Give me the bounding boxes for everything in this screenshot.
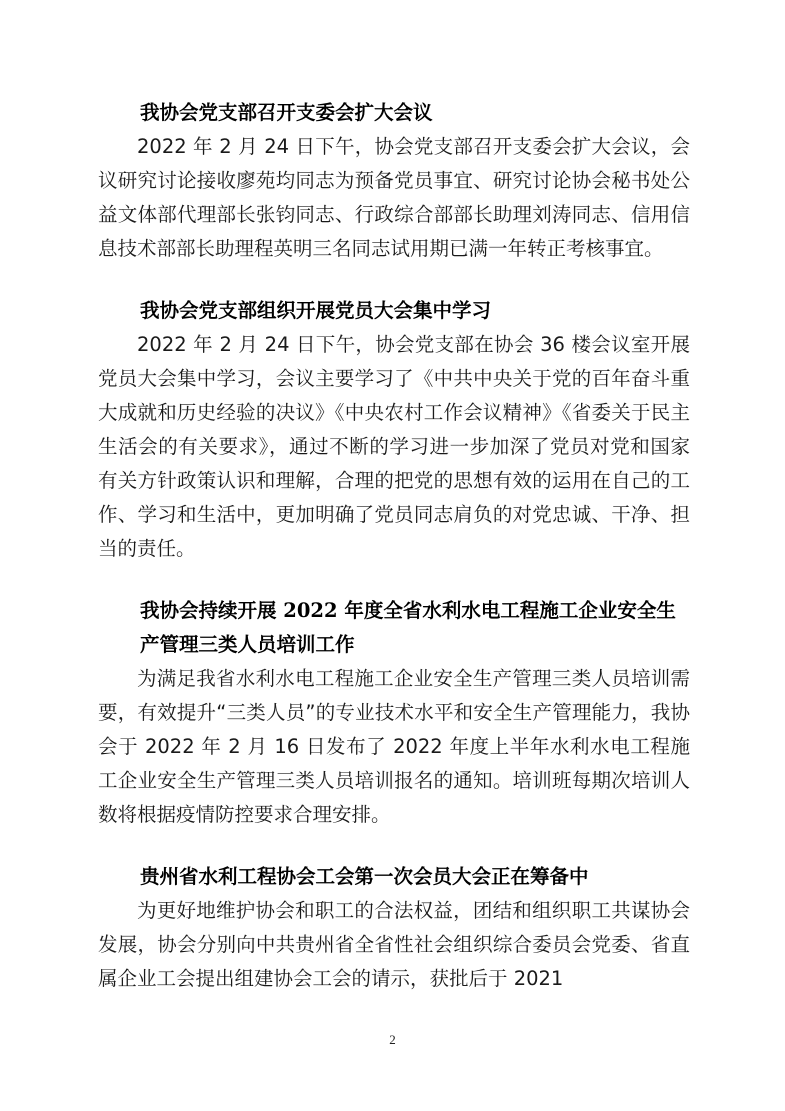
news-item [98,294,690,566]
news-body: 2022 年 2 月 24 日下午，协会党支部召开支委会扩大会议，会议研究讨论接收廖苑均同志为预备党员事宜、研究讨论协会秘书处公益文体部代理部长张钧同志、行政综合部部长助理刘涛同志、信用信息技术部部长助理程英明三名同志试用期已满一年转正考核事宜。 [98,135,690,260]
news-body: 2022 年 2 月 24 日下午，协会党支部在协会 36 楼会议室开展党员大会集中学习，会议主要学习了《中共中央关于党的百年奋斗重大成就和历史经验的决议》《中央农村工作会议精神》《省委关于民主生活会的有关要求》，通过不断的学习进一步加深了党员对党和国家有关方针政策认识和理解，合理的把党的思想有效的运用在自己的工作、学习和生活中，更加明确了党员同志肩负的对党忠诚、干净、担当的责任。 [98,333,690,560]
news-item [98,96,690,266]
news-headline: 我协会党支部组织开展党员大会集中学习 [140,299,492,322]
news-body: 为更好地维护协会和职工的合法权益，团结和组织职工共谋协会发展，协会分别向中共贵州省全省性社会组织综合委员会党委、省直属企业工会提出组建协会工会的请示，获批后于 2021 [98,899,690,990]
news-item [98,594,690,832]
news-item [98,860,690,996]
news-headline: 我协会党支部召开支委会扩大会议 [140,101,433,124]
news-headline: 贵州省水利工程协会工会第一次会员大会正在筹备中 [140,865,589,888]
news-body: 为满足我省水利水电工程施工企业安全生产管理三类人员培训需要，有效提升“三类人员”的专业技术水平和安全生产管理能力，我协会于 2022 年 2 月 16 日发布了 2022 年度上半年水利水电工程施工企业安全生产管理三类人员培训报名的通知。培训班每期次培训人数将根据疫情防控要求合理安排。 [98,667,690,826]
page-number: 2 [389,1032,396,1047]
news-headline: 我协会持续开展 2022 年度全省水利水电工程施工企业安全生产管理三类人员培训工作 [140,599,676,656]
document-page [98,96,690,1024]
